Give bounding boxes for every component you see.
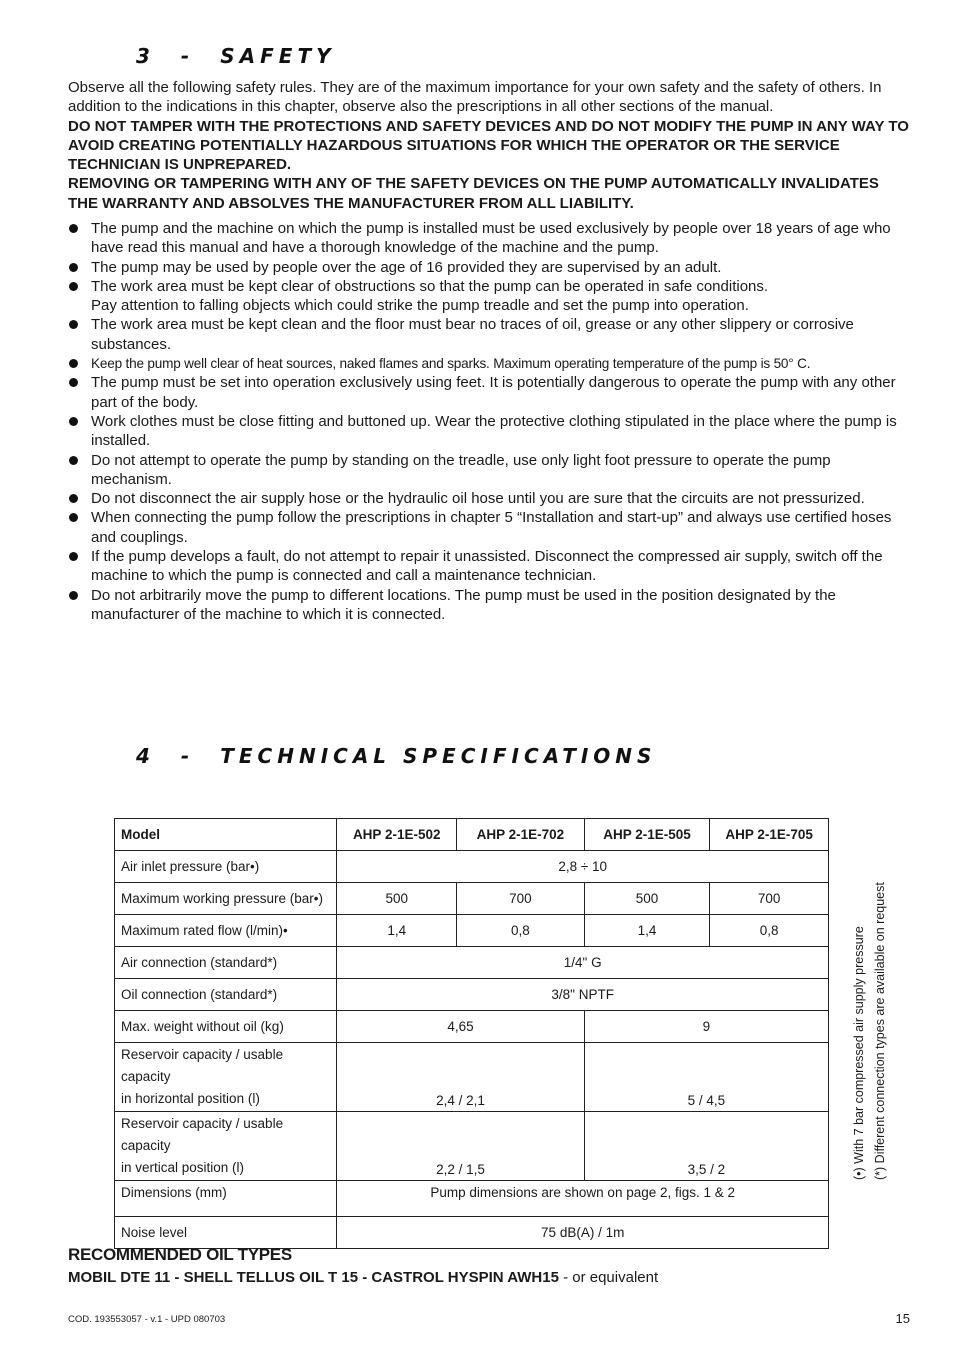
table-cell: 500 (337, 883, 457, 915)
table-row (115, 947, 829, 979)
table-row (115, 979, 829, 1011)
table-cell: 500 (584, 883, 710, 915)
row-label: Noise level (115, 1217, 337, 1249)
table-row (115, 1181, 829, 1217)
header-cell: Model (115, 819, 337, 851)
table-row (115, 851, 829, 883)
rule-text: When connecting the pump follow the prescriptions in chapter 5 “Installation and start-up” and always use certified hoses and couplings. (91, 509, 892, 546)
row-label: Air inlet pressure (bar•) (115, 851, 337, 883)
table-cell: 1,4 (584, 915, 710, 947)
row-label (115, 1112, 337, 1181)
table-cell: 3/8" NPTF (337, 979, 829, 1011)
list-item (68, 277, 913, 316)
table-cell: 9 (584, 1011, 828, 1043)
rule-text: Do not arbitrarily move the pump to different locations. The pump must be used in the position designated by the manufacturer of the machine to which it is connected. (91, 586, 836, 623)
section-3-heading (136, 44, 336, 68)
section-dash: - (180, 744, 195, 768)
row-label-line: in vertical position (l) (121, 1160, 245, 1175)
list-item (68, 547, 913, 586)
section-dash: - (180, 44, 195, 68)
row-label (115, 1043, 337, 1112)
section-4-heading (136, 744, 656, 768)
table-row (115, 1043, 829, 1112)
list-item (68, 258, 913, 277)
recommended-oil-heading: RECOMMENDED OIL TYPES (68, 1245, 292, 1264)
row-label: Maximum working pressure (bar•) (115, 883, 337, 915)
section-number: 3 (136, 44, 155, 68)
rule-text: The pump may be used by people over the age of 16 provided they are supervised by an adult. (91, 258, 722, 276)
section-number: 4 (136, 744, 155, 768)
table-cell: 2,8 ÷ 10 (337, 851, 829, 883)
rule-text: Keep the pump well clear of heat sources, naked flames and sparks. Maximum operating temperature of the pump is 50° C. (91, 356, 811, 372)
list-item (68, 373, 913, 412)
row-label: Maximum rated flow (l/min)• (115, 915, 337, 947)
table-cell: Pump dimensions are shown on page 2, figs. 1 & 2 (337, 1181, 829, 1217)
list-item (68, 586, 913, 625)
table-cell: 3,5 / 2 (584, 1112, 828, 1181)
row-label: Dimensions (mm) (115, 1181, 337, 1217)
list-item (68, 489, 913, 508)
page-number: 15 (895, 1311, 910, 1326)
table-row (115, 915, 829, 947)
table-cell: 2,2 / 1,5 (337, 1112, 584, 1181)
list-item (68, 508, 913, 547)
footnote-connection-types: (*) Different connection types are available on request (873, 882, 887, 1180)
header-cell: AHP 2-1E-705 (710, 819, 829, 851)
oil-suffix: - or equivalent (558, 1269, 659, 1286)
header-cell: AHP 2-1E-702 (457, 819, 585, 851)
warning-tamper: DO NOT TAMPER WITH THE PROTECTIONS AND SAFETY DEVICES AND DO NOT MODIFY THE PUMP IN ANY WAY TO AVOID CREATING POTENTIALLY HAZARDOUS SITUATIONS FOR WHICH THE OPERATOR OR THE SERVICE TECHNICIAN IS UNPREPARED. (68, 117, 909, 174)
row-label-line: Reservoir capacity / usable capacity (121, 1116, 284, 1153)
rule-text: The work area must be kept clean and the floor must bear no traces of oil, grease or any other slippery or corrosive substances. (91, 316, 854, 353)
row-label-line: in horizontal position (l) (121, 1091, 260, 1106)
specifications-table (114, 818, 829, 1249)
table-cell: 2,4 / 2,1 (337, 1043, 584, 1112)
footnote-air-pressure: (•) With 7 bar compressed air supply pressure (852, 926, 866, 1180)
list-item (68, 451, 913, 490)
rule-text: The pump and the machine on which the pump is installed must be used exclusively by people over 18 years of age who have read this manual and have a thorough knowledge of the machine and the pump. (91, 220, 891, 257)
row-label: Air connection (standard*) (115, 947, 337, 979)
row-label-line: Reservoir capacity / usable capacity (121, 1047, 284, 1084)
table-row (115, 1217, 829, 1249)
rule-text: Pay attention to falling objects which could strike the pump treadle and set the pump into operation. (91, 297, 749, 315)
row-label: Max. weight without oil (kg) (115, 1011, 337, 1043)
list-item (68, 354, 913, 373)
rule-text: The pump must be set into operation exclusively using feet. It is potentially dangerous to operate the pump with any other part of the body. (91, 374, 896, 411)
rule-text: Do not disconnect the air supply hose or the hydraulic oil hose until you are sure that the circuits are not pressurized. (91, 490, 865, 508)
safety-rules-list (68, 219, 913, 624)
oil-brands: MOBIL DTE 11 - SHELL TELLUS OIL T 15 - CASTROL HYSPIN AWH15 (68, 1269, 559, 1286)
rule-text: Do not attempt to operate the pump by standing on the treadle, use only light foot pressure to operate the pump mechanism. (91, 451, 831, 488)
table-row (115, 883, 829, 915)
list-item (68, 315, 913, 354)
intro-text: Observe all the following safety rules. They are of the maximum importance for your own safety and the safety of others. In addition to the indications in this chapter, observe also the prescriptions in all other sections of the manual. (68, 79, 882, 116)
header-cell: AHP 2-1E-502 (337, 819, 457, 851)
rule-text: If the pump develops a fault, do not attempt to repair it unassisted. Disconnect the compressed air supply, switch off the machine to which the pump is connected and call a maintenance technician. (91, 548, 883, 585)
table-cell: 1,4 (337, 915, 457, 947)
table-cell: 0,8 (457, 915, 585, 947)
table-row (115, 1011, 829, 1043)
rule-text: Work clothes must be close fitting and buttoned up. Wear the protective clothing stipulated in the place where the pump is installed. (91, 412, 897, 450)
section-title: SAFETY (220, 44, 336, 68)
list-item (68, 412, 913, 451)
document-code: COD. 193553057 - v.1 - UPD 080703 (68, 1314, 226, 1325)
row-label: Oil connection (standard*) (115, 979, 337, 1011)
section-title: TECHNICAL SPECIFICATIONS (220, 744, 657, 768)
table-cell: 4,65 (337, 1011, 584, 1043)
safety-intro (68, 78, 913, 213)
table-cell: 700 (457, 883, 585, 915)
table-cell: 75 dB(A) / 1m (337, 1217, 829, 1249)
warning-warranty: REMOVING OR TAMPERING WITH ANY OF THE SAFETY DEVICES ON THE PUMP AUTOMATICALLY INVALIDATES THE WARRANTY AND ABSOLVES THE MANUFACTURER FROM ALL LIABILITY. (68, 175, 879, 212)
header-cell: AHP 2-1E-505 (584, 819, 710, 851)
table-row (115, 1112, 829, 1181)
table-cell: 1/4" G (337, 947, 829, 979)
list-item (68, 219, 913, 258)
rule-text: The work area must be kept clear of obstructions so that the pump can be operated in safe conditions. (91, 277, 769, 295)
table-header-row (115, 819, 829, 851)
recommended-oil-line (68, 1269, 658, 1286)
table-cell: 700 (710, 883, 829, 915)
table-cell: 5 / 4,5 (584, 1043, 828, 1112)
table-cell: 0,8 (710, 915, 829, 947)
